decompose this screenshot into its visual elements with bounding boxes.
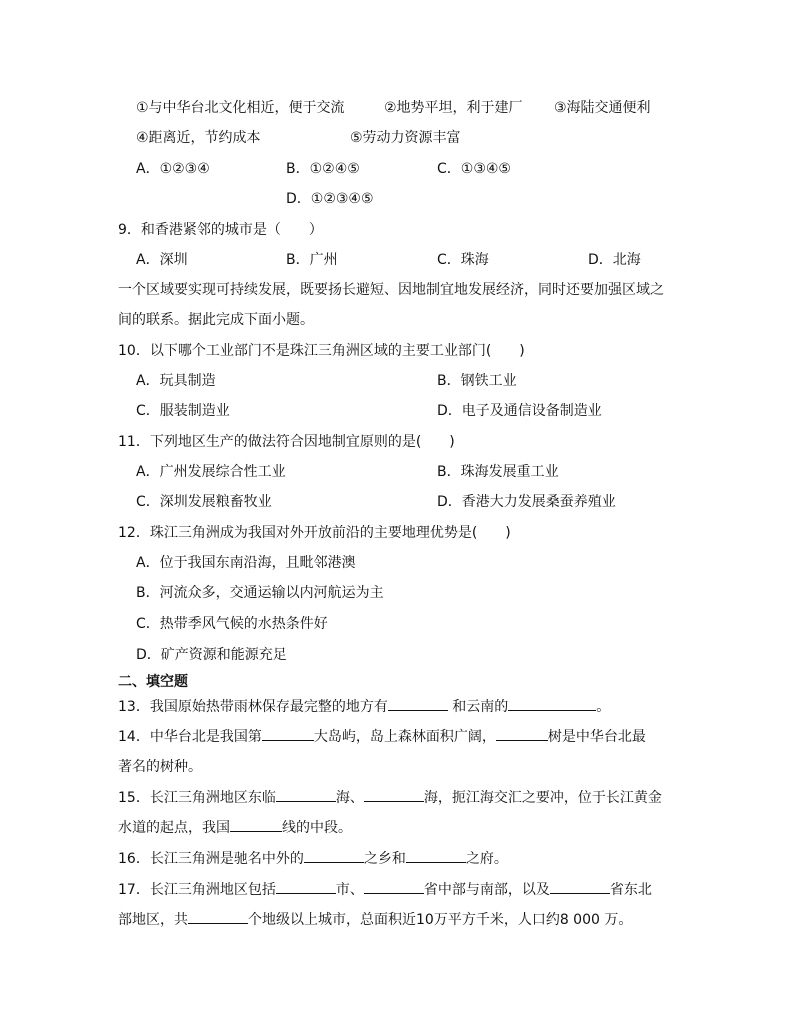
q16-text-1: 16．长江三角洲是驰名中外的 xyxy=(118,851,304,867)
passage-line-1: 一个区域要实现可持续发展，既要扬长避短、因地制宜地发展经济，同时还要加强区域之 xyxy=(118,282,664,298)
q15-text-1: 15．长江三角洲地区东临 xyxy=(118,790,276,806)
q15-blank-2 xyxy=(364,787,424,802)
q15-line-1 xyxy=(118,787,662,807)
q11-choice-a: A．广州发展综合性工业 xyxy=(136,464,286,480)
q13-text-3: 。 xyxy=(596,699,611,715)
q17-line-1 xyxy=(118,879,652,899)
q13-blank-2 xyxy=(508,696,596,711)
q16-blank-2 xyxy=(406,848,466,863)
q12-choice-c: C．热带季风气候的水热条件好 xyxy=(136,616,328,632)
q17-text-5: 部地区，共 xyxy=(118,912,188,928)
q8-choice-c: C．①③④⑤ xyxy=(437,161,511,177)
passage-line-2: 间的联系。据此完成下面小题。 xyxy=(118,312,314,328)
q14-text-2: 大岛屿，岛上森林面积广阔， xyxy=(313,729,496,745)
q9-choice-d: D．北海 xyxy=(588,252,641,268)
q16-text-3: 之府。 xyxy=(465,851,508,867)
q16-blank-1 xyxy=(304,848,364,863)
q10-stem: 10．以下哪个工业部门不是珠江三角洲区域的主要工业部门( ) xyxy=(118,343,525,359)
q17-blank-2 xyxy=(364,879,424,894)
q15-line-2 xyxy=(118,817,352,837)
q17-blank-3 xyxy=(550,879,610,894)
q12-choice-a: A．位于我国东南沿海，且毗邻港澳 xyxy=(136,555,356,571)
q15-blank-3 xyxy=(230,817,282,832)
q8-option-5: ⑤劳动力资源丰富 xyxy=(350,130,461,146)
q12-choice-d: D．矿产资源和能源充足 xyxy=(136,647,287,663)
q12-choice-b: B．河流众多，交通运输以内河航运为主 xyxy=(136,585,384,601)
q15-text-2: 海、 xyxy=(335,790,364,806)
q10-choice-b: B．钢铁工业 xyxy=(437,373,517,389)
q15-text-4: 水道的起点，我国 xyxy=(118,820,230,836)
q11-stem: 11．下列地区生产的做法符合因地制宜原则的是( ) xyxy=(118,434,455,450)
q17-line-2 xyxy=(118,909,632,929)
q14-text-1: 14．中华台北是我国第 xyxy=(118,729,262,745)
q15-text-3: 海，扼江海交汇之要冲，位于长江黄金 xyxy=(423,790,662,806)
q10-choice-a: A．玩具制造 xyxy=(136,373,216,389)
q13-text-1: 13．我国原始热带雨林保存最完整的地方有 xyxy=(118,699,388,715)
q8-option-1: ①与中华台北文化相近，便于交流 xyxy=(136,100,345,116)
q9-choice-c: C．珠海 xyxy=(437,252,489,268)
q14-line-1 xyxy=(118,726,646,746)
q13-blank-1 xyxy=(388,696,448,711)
q17-text-6: 个地级以上城市，总面积近10万平方千米，人口约8 000 万。 xyxy=(248,912,633,928)
q17-text-4: 省东北 xyxy=(609,882,652,898)
q16-text-2: 之乡和 xyxy=(363,851,406,867)
q11-choice-c: C．深圳发展粮畜牧业 xyxy=(136,494,272,510)
q17-text-3: 省中部与南部，以及 xyxy=(423,882,550,898)
q9-stem: 9．和香港紧邻的城市是（ ） xyxy=(118,222,323,238)
q11-choice-d: D．香港大力发展桑蚕养殖业 xyxy=(437,494,616,510)
q12-stem: 12．珠江三角洲成为我国对外开放前沿的主要地理优势是( ) xyxy=(118,525,511,541)
q14-blank-2 xyxy=(496,726,548,741)
q8-option-3: ③海陆交通便利 xyxy=(554,100,651,116)
q8-choice-b: B．①②④⑤ xyxy=(286,161,360,177)
q8-choice-d: D．①②③④⑤ xyxy=(286,191,374,207)
q15-text-5: 线的中段。 xyxy=(282,820,352,836)
q14-line-2: 著名的树种。 xyxy=(118,759,202,775)
q10-choice-c: C．服装制造业 xyxy=(136,403,230,419)
q17-text-1: 17．长江三角洲地区包括 xyxy=(118,882,276,898)
q9-choice-b: B．广州 xyxy=(286,252,338,268)
q16-line xyxy=(118,848,508,868)
q13-line xyxy=(118,696,610,716)
q8-choice-a: A．①②③④ xyxy=(136,161,210,177)
q14-text-3: 树是中华台北最 xyxy=(547,729,646,745)
q17-text-2: 市、 xyxy=(335,882,364,898)
q13-text-2: 和云南的 xyxy=(447,699,509,715)
q9-choice-a: A．深圳 xyxy=(136,252,188,268)
section-title: 二、填空题 xyxy=(118,674,188,690)
q8-option-2: ②地势平坦，利于建厂 xyxy=(384,100,523,116)
q14-blank-1 xyxy=(262,726,314,741)
q8-option-4: ④距离近，节约成本 xyxy=(136,130,261,146)
q10-choice-d: D．电子及通信设备制造业 xyxy=(437,403,602,419)
q17-blank-4 xyxy=(188,909,248,924)
q15-blank-1 xyxy=(276,787,336,802)
q11-choice-b: B．珠海发展重工业 xyxy=(437,464,559,480)
q17-blank-1 xyxy=(276,879,336,894)
